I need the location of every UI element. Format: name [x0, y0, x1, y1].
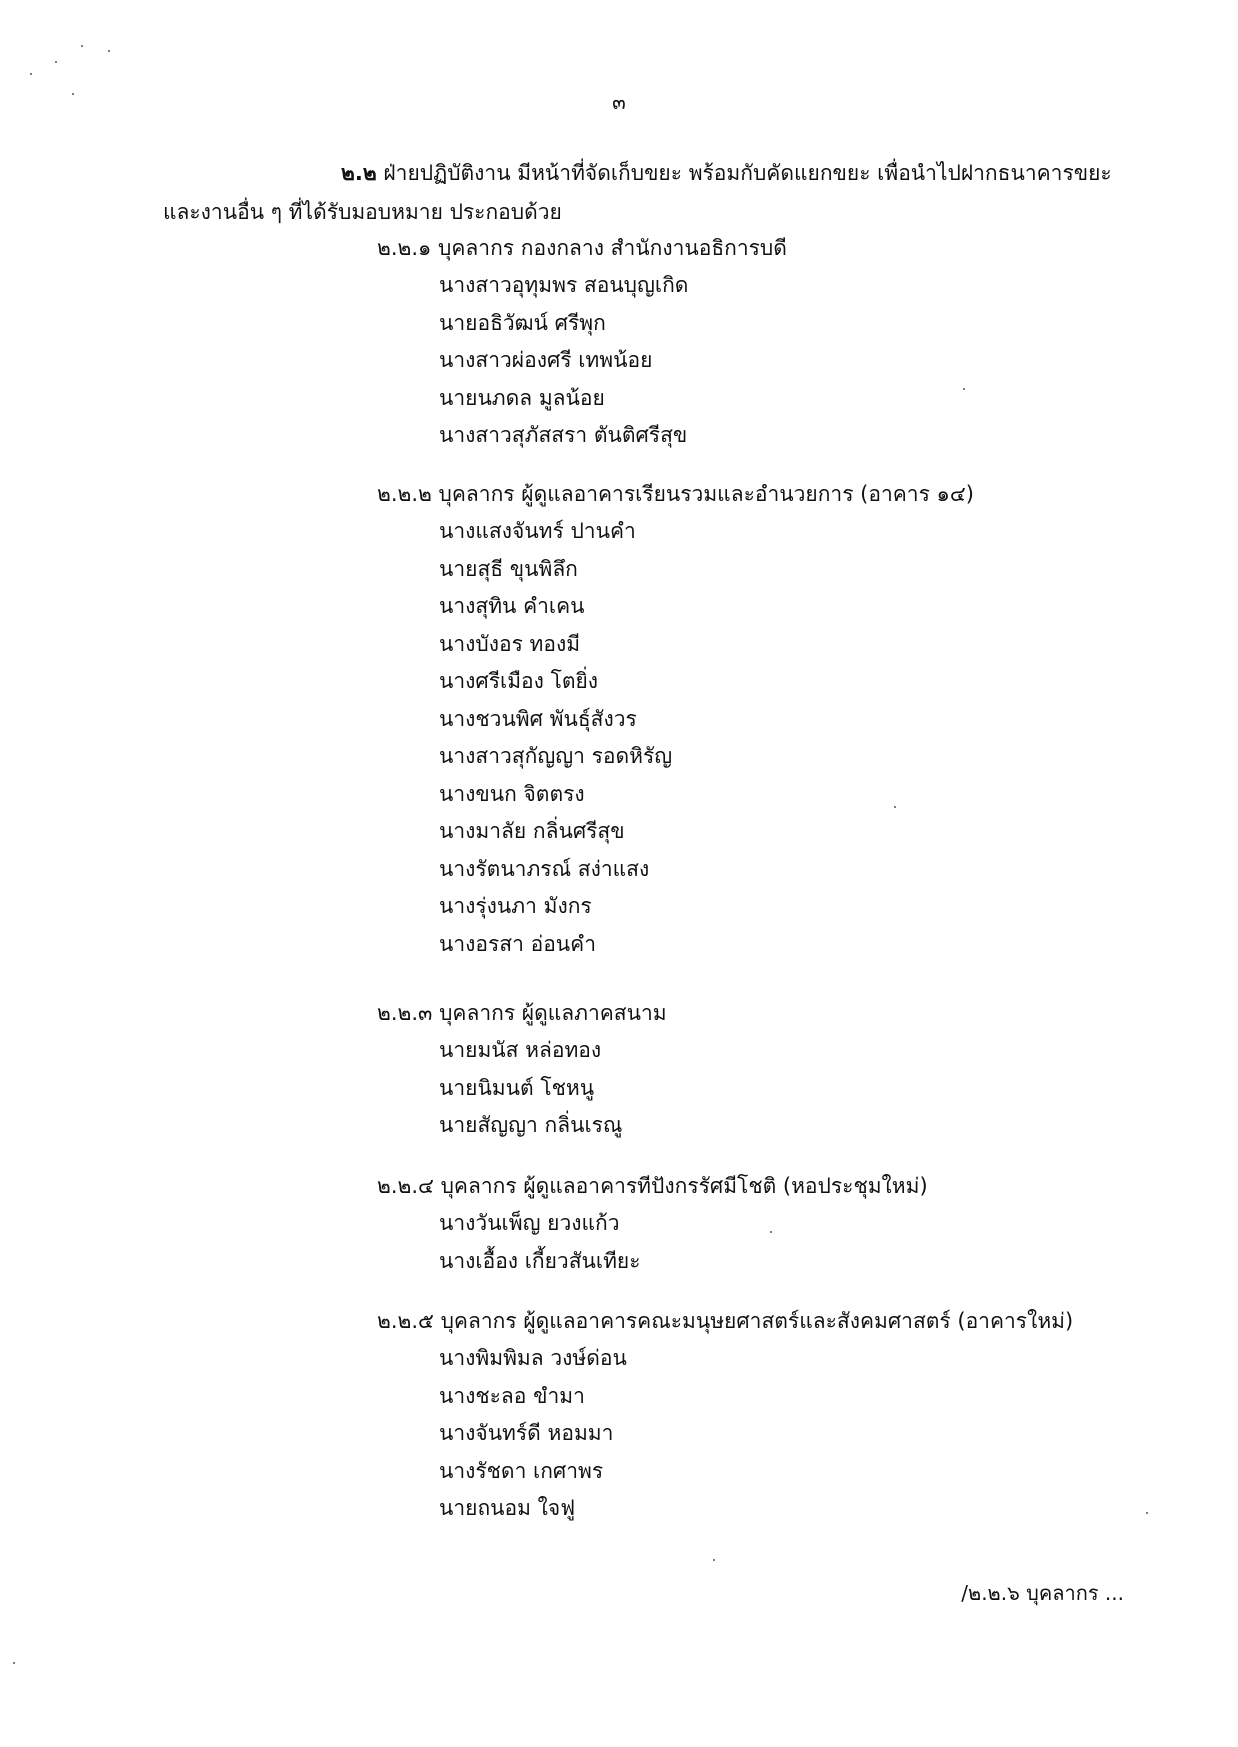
list-item: นายสุธี ขุนพิลึก [439, 556, 578, 581]
list-item: นางสาวผ่องศรี เทพน้อย [439, 348, 653, 372]
list-item: นางแสงจันทร์ ปานคำ [439, 519, 636, 543]
section-2-2-4 [377, 1168, 928, 1280]
section-heading: ๒.๒.๒ บุคลากร ผู้ดูแลอาคารเรียนรวมและอำนวยการ (อาคาร ๑๔) [377, 482, 974, 506]
list-item: นายอธิวัฒน์ ศรีพุก [439, 310, 606, 335]
section-heading: ๒.๒.๕ บุคลากร ผู้ดูแลอาคารคณะมนุษยศาสตร์และสังคมศาสตร์ (อาคารใหม่) [377, 1309, 1074, 1333]
scan-speck [963, 388, 965, 390]
list-item: นางสาวสุภัสสรา ตันติศรีสุข [439, 423, 688, 447]
scan-speck [108, 50, 110, 52]
list-item: นางพิมพิมล วงษ์ด่อน [439, 1346, 627, 1370]
scan-speck [770, 1231, 772, 1233]
intro-line-2: และงานอื่น ๆ ที่ได้รับมอบหมาย ประกอบด้วย [163, 200, 562, 224]
section-2-2-1 [377, 230, 787, 455]
scan-speck [55, 61, 57, 63]
section-number: ๒.๒ [341, 161, 377, 185]
list-item: นางเอื้อง เกี้ยวสันเทียะ [439, 1248, 641, 1273]
list-item: นางวันเพ็ญ ยวงแก้ว [439, 1211, 620, 1235]
list-item: นายถนอม ใจฟู [439, 1496, 576, 1520]
section-heading: ๒.๒.๓ บุคลากร ผู้ดูแลภาคสนาม [377, 1001, 667, 1025]
section-heading: ๒.๒.๔ บุคลากร ผู้ดูแลอาคารทีปังกรรัศมีโชติ (หอประชุมใหม่) [377, 1174, 928, 1198]
page-number: ๓ [612, 90, 626, 114]
scan-speck [1146, 1512, 1148, 1514]
list-item: นางสาวอุทุมพร สอนบุญเกิด [439, 273, 689, 297]
scan-speck [13, 1662, 15, 1664]
member-list [377, 1340, 1073, 1528]
scan-speck [30, 73, 32, 75]
member-list [377, 513, 974, 963]
list-item: นางสาวสุกัญญา รอดหิรัญ [439, 744, 673, 768]
section-2-2-2 [377, 476, 974, 963]
list-item: นางมาลัย กลิ่นศรีสุข [439, 819, 625, 843]
member-list [377, 1032, 667, 1145]
scan-speck [81, 45, 83, 47]
list-item: นางชะลอ ขำมา [439, 1383, 585, 1408]
member-list [377, 267, 787, 455]
section-2-2-3 [377, 995, 667, 1145]
intro-line-1 [341, 157, 1112, 190]
list-item: นายสัญญา กลิ่นเรณู [439, 1113, 623, 1137]
scan-speck [894, 806, 896, 808]
list-item: นางศรีเมือง โตยิ่ง [439, 669, 599, 693]
section-heading: ๒.๒.๑ บุคลากร กองกลาง สำนักงานอธิการบดี [377, 236, 787, 260]
member-list [377, 1205, 928, 1280]
list-item: นางขนก จิตตรง [439, 781, 585, 806]
list-item: นางรุ่งนภา มังกร [439, 894, 592, 918]
section-2-2-5 [377, 1303, 1073, 1528]
continuation-note: /๒.๒.๖ บุคลากร ... [961, 1581, 1124, 1605]
scan-speck [713, 1559, 715, 1561]
list-item: นายมนัส หล่อทอง [439, 1038, 602, 1062]
list-item: นางอรสา อ่อนคำ [439, 931, 596, 956]
intro-text: ฝ่ายปฏิบัติงาน มีหน้าที่จัดเก็บขยะ พร้อมกับคัดแยกขยะ เพื่อนำไปฝากธนาคารขยะ [383, 161, 1112, 185]
list-item: นางชวนพิศ พันธุ์สังวร [439, 706, 637, 731]
list-item: นายนิมนต์ โชหนู [439, 1075, 595, 1100]
scan-speck [72, 93, 74, 95]
list-item: นายนภดล มูลน้อย [439, 385, 605, 410]
list-item: นางสุทิน คำเคน [439, 594, 585, 618]
list-item: นางรัตนาภรณ์ สง่าแสง [439, 856, 650, 881]
list-item: นางบังอร ทองมี [439, 631, 581, 656]
list-item: นางจันทร์ดี หอมมา [439, 1421, 614, 1445]
list-item: นางรัชดา เกศาพร [439, 1458, 604, 1483]
